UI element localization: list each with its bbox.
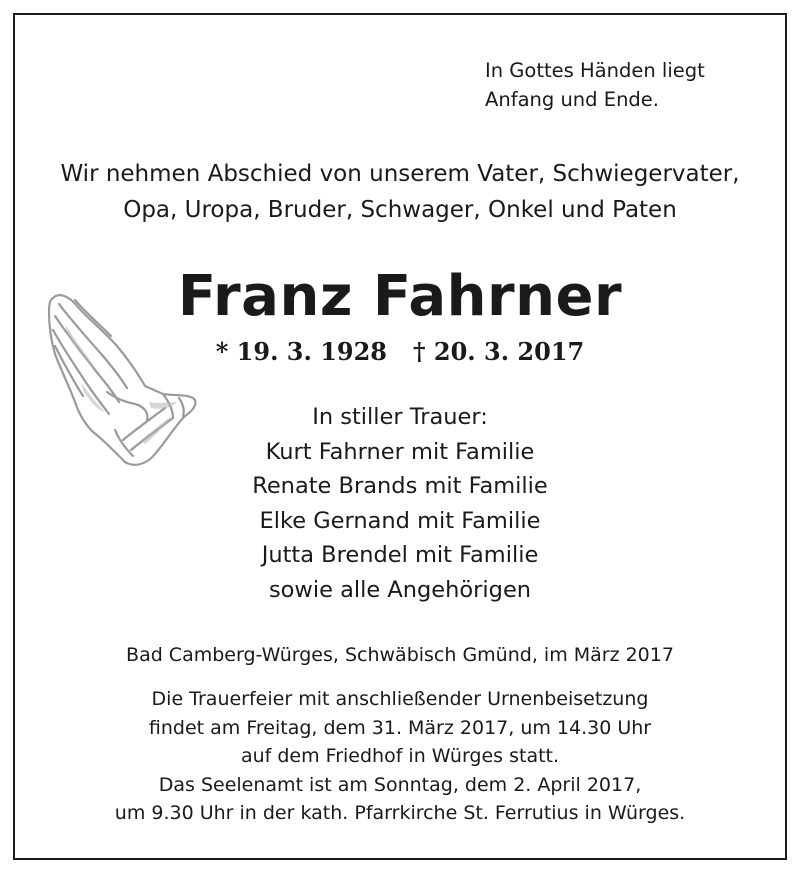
ceremony-line: um 9.30 Uhr in der kath. Pfarrkirche St. Ferrutius in Würges. (114, 802, 686, 824)
motto (485, 56, 705, 114)
ceremony-details (0, 685, 800, 828)
ceremony-line: auf dem Friedhof in Würges statt. (240, 745, 560, 767)
deceased-name: Franz Fahrner (177, 264, 623, 329)
intro-text (0, 156, 800, 228)
motto-line-2: Anfang und Ende. (485, 88, 659, 111)
ceremony-line: Die Trauerfeier mit anschließender Urnenbeisetzung (151, 688, 649, 710)
mourner-line: Kurt Fahrner mit Familie (265, 438, 535, 465)
mourners-list (0, 400, 800, 607)
intro-line-1: Wir nehmen Abschied von unserem Vater, Schwiegervater, (60, 161, 740, 187)
mourner-line: Jutta Brendel mit Familie (261, 542, 539, 568)
birth-date: * 19. 3. 1928 (215, 337, 387, 366)
mourner-line: sowie alle Angehörigen (268, 576, 532, 603)
ceremony-line: Das Seelenamt ist am Sonntag, dem 2. April 2017, (158, 773, 642, 796)
life-dates (0, 334, 800, 370)
ceremony-line: findet am Freitag, dem 31. März 2017, um 14.30 Uhr (148, 716, 652, 739)
mourners-heading: In stiller Trauer: (312, 404, 488, 430)
mourner-line: Renate Brands mit Familie (252, 473, 548, 499)
place-and-date: Bad Camberg-Würges, Schwäbisch Gmünd, im März 2017 (126, 644, 674, 666)
motto-line-1: In Gottes Händen liegt (485, 59, 705, 82)
mourner-line: Elke Gernand mit Familie (259, 507, 541, 534)
death-date: † 20. 3. 2017 (413, 337, 585, 366)
intro-line-2: Opa, Uropa, Bruder, Schwager, Onkel und Paten (123, 197, 677, 223)
